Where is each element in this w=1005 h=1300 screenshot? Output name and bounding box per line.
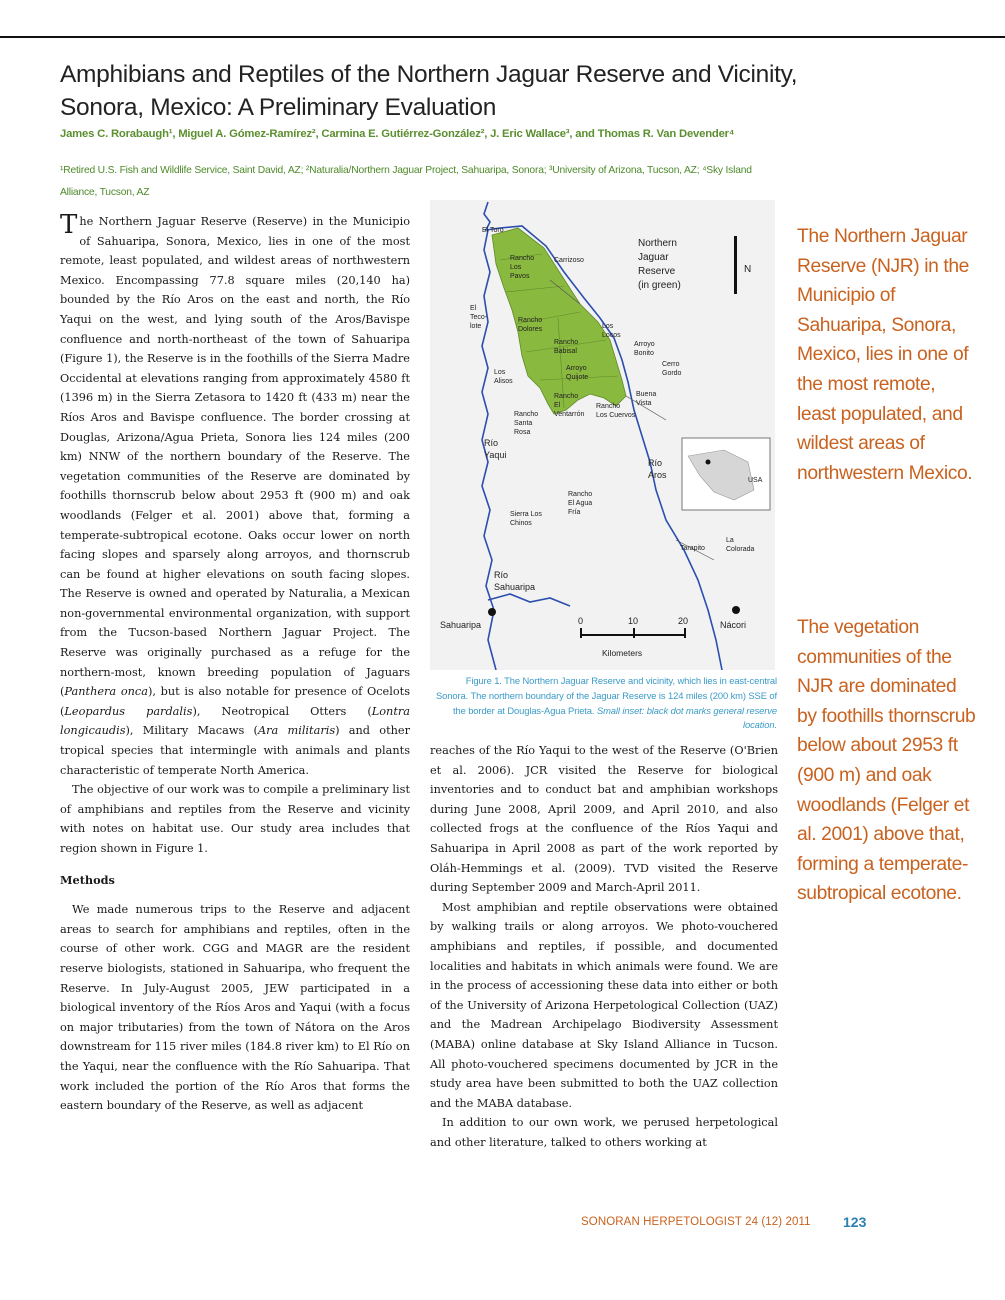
svg-text:Los: Los: [602, 323, 614, 330]
svg-text:Sierra Los: Sierra Los: [510, 511, 542, 518]
svg-text:Río: Río: [484, 438, 499, 448]
methods-heading: Methods: [60, 872, 115, 887]
objective-paragraph: The objective of our work was to compile a preliminary list of amphibians and reptiles from the Reserve and vicinity with notes on habitat use. Our study area includes that region shown in Figure 1.: [60, 783, 410, 855]
inset-map: [682, 438, 770, 510]
svg-text:Locos: Locos: [602, 332, 621, 339]
svg-text:Cerro: Cerro: [662, 361, 680, 368]
rio-sahuaripa-line: [488, 594, 570, 606]
svg-text:Dolores: Dolores: [518, 326, 543, 333]
legend-line: Jaguar: [638, 252, 669, 263]
svg-text:Rancho: Rancho: [568, 491, 593, 498]
svg-text:Alisos: Alisos: [494, 378, 513, 385]
svg-text:Río: Río: [648, 458, 663, 468]
svg-text:Río: Río: [494, 570, 509, 580]
journal-footer: SONORAN HERPETOLOGIST 24 (12) 2011: [581, 1216, 811, 1228]
drop-cap: T: [60, 210, 78, 240]
svg-text:Bonito: Bonito: [634, 350, 654, 357]
methods-paragraph: We made numerous trips to the Reserve and adjacent areas to search for amphibians and reptiles, often in the course of other work. CGG and MAGR are the resident reserve biologists, stationed in Sahuaripa, who frequent the Reserve. In July-August 2005, JEW participated in a biological inventory of the Ríos Aros and Yaqui (with a focus on major tributaries) from the town of Nátora on the Aros downstream for 115 river miles (184.8 river km) to El Río on the Yaqui, near the confluence with the Río Sahuaripa. That work included the portion of the Río Aros that forms the eastern boundary of the Reserve, as well as adjacent: [60, 903, 410, 1113]
svg-text:Tarapito: Tarapito: [680, 545, 705, 552]
svg-text:20: 20: [678, 616, 689, 626]
north-arrow: [734, 236, 737, 294]
svg-text:Sahuaripa: Sahuaripa: [494, 582, 536, 592]
species-name: Leopardus pardalis: [64, 704, 193, 718]
svg-text:0: 0: [578, 616, 584, 626]
legend-line: Reserve: [638, 266, 676, 277]
svg-text:10: 10: [628, 616, 639, 626]
svg-text:Rancho: Rancho: [554, 393, 579, 400]
svg-text:Rosa: Rosa: [514, 429, 531, 436]
svg-text:Rancho: Rancho: [518, 317, 543, 324]
methods-paragraph-continued: reaches of the Río Yaqui to the west of the Reserve (O'Brien et al. 2006). JCR visited the Reserve for biological inventories and to conduct bat and amphibian workshops during June 2008, April 2009, and April 2010, and also collected frogs at the confluence of the Ríos Yaqui and Sahuaripa in April 2008 as part of the work reported by Oláh-Hemmings et al. (2009). TVD visited the Reserve during September 2009 and March-April 2011.: [430, 744, 778, 895]
svg-text:Rancho: Rancho: [554, 339, 579, 346]
svg-text:lote: lote: [470, 323, 482, 330]
svg-text:Kilometers: Kilometers: [602, 648, 643, 658]
svg-text:Buena: Buena: [636, 391, 657, 398]
figure-caption: Figure 1. The Northern Jaguar Reserve and vicinity, which lies in east-central Sonora. The northern boundary of the Jaguar Reserve is 124 miles (200 km) SSE of the border at Douglas-Agua Prieta. Small inset: black dot marks general reserve location.: [436, 675, 777, 731]
svg-text:Chinos: Chinos: [510, 520, 532, 527]
svg-text:Rancho: Rancho: [510, 255, 535, 262]
top-rule: [0, 36, 1005, 38]
page-number: 123: [843, 1214, 867, 1230]
svg-text:Rancho: Rancho: [514, 411, 539, 418]
svg-text:Gordo: Gordo: [662, 370, 682, 377]
intro-paragraph: The Northern Jaguar Reserve (Reserve) in the Municipio of Sahuaripa, Sonora, Mexico, lies in one of the most remote, least populated, and wildest areas of northwestern Mexico. Encompassing 77.8 square miles (20,140 ha) bounded by the Río Aros on the east and north, the Río Yaqui on the west, and lying south of the Aros/Bavispe confluence and north-northeast of the town of Sahuaripa (Figure 1), the Reserve is in the foothills of the Sierra Madre Occidental at elevations ranging from approximately 4580 ft (1396 m) in the Sierra Zetasora to 1420 ft (433 m) near the Ríos Aros and Bavispe confluence. The border crossing at Douglas, Arizona/Agua Prieta, Sonora lies 124 miles (200 km) NNW of the northern boundary of the Reserve. The vegetation communities of the Reserve are dominated by foothills thornscrub below about 2953 ft (900 m) and oak woodlands (Felger et al. 2001) above that, forming a temperate-subtropical ecotone. Oaks occur lower on north facing slopes and sparsely along arroyos, and thornscrub can be found at higher elevations on south facing slopes. The Reserve is owned and operated by Naturalia, a Mexican non-governmental environmental organization, with support from the Tucson-based Northern Jaguar Project. The Reserve was originally purchased as a refuge for the northern-most, known breeding population of Jaguars (Panthera onca), but is also notable for presence of Ocelots (Leopardus pardalis), Neotropical Otters (Lontra longicaudis), Military Macaws (Ara militaris) and other tropical species that intermingle with animals and plants characteristic of temperate North America.: [60, 210, 410, 777]
pull-quote: The vegetation communities of the NJR are dominated by foothills thornscrub below about 2953 ft (900 m) and oak woodlands (Felger et al. 2001) above that, forming a temperate-subtropical ecotone.: [797, 617, 976, 905]
inset-usa-label: USA: [748, 477, 763, 484]
svg-text:Pavos: Pavos: [510, 273, 530, 280]
place-label: El Toro: [482, 227, 504, 234]
legend-line: Northern: [638, 238, 677, 249]
svg-text:Los: Los: [510, 264, 522, 271]
svg-text:Arroyo: Arroyo: [566, 365, 587, 372]
svg-text:Yaqui: Yaqui: [484, 450, 507, 460]
svg-text:La: La: [726, 537, 734, 544]
article-title: Amphibians and Reptiles of the Northern Jaguar Reserve and Vicinity, Sonora, Mexico: A Preliminary Evaluation: [60, 61, 798, 121]
town-label: Sahuaripa: [440, 620, 482, 630]
pull-quote: The Northern Jaguar Reserve (NJR) in the Municipio of Sahuaripa, Sonora, Mexico, lies in one of the most remote, least populated, and wildest areas of northwestern Mexico.: [797, 226, 973, 484]
svg-text:Vista: Vista: [636, 400, 652, 407]
species-name: Ara militaris: [257, 724, 336, 738]
scale-bar: [578, 616, 688, 658]
north-label: N: [744, 264, 752, 275]
author-list: James C. Rorabaugh¹, Miguel A. Gómez-Ramírez², Carmina E. Gutiérrez-González², J. Eric Wallace³, and Thomas R. Van Devender⁴: [60, 128, 735, 140]
species-name: Lontra longicaudis: [60, 704, 410, 738]
legend-line: (in green): [638, 280, 681, 291]
affiliations: ¹Retired U.S. Fish and Wildlife Service, Saint David, AZ; ²Naturalia/Northern Jaguar Project, Sahuaripa, Sonora; ³University of Arizona, Tucson, AZ; ⁴Sky Island Alliance, Tucson, AZ: [60, 165, 752, 198]
svg-text:Los: Los: [494, 369, 506, 376]
svg-text:El: El: [554, 402, 561, 409]
svg-text:El Agua: El Agua: [568, 500, 593, 507]
svg-text:Quijote: Quijote: [566, 374, 589, 381]
town-label: Nácori: [720, 620, 747, 630]
literature-paragraph: In addition to our own work, we perused herpetological and other literature, talked to others working at: [430, 1116, 778, 1149]
body-column-left: [60, 212, 410, 1116]
svg-text:Santa: Santa: [514, 420, 533, 427]
figure-map: [430, 200, 775, 670]
svg-text:Colorada: Colorada: [726, 546, 755, 553]
svg-text:Ventarrón: Ventarrón: [554, 411, 585, 418]
reserve-map: [430, 200, 775, 670]
svg-text:Fría: Fría: [568, 509, 581, 516]
svg-text:Rancho: Rancho: [596, 403, 621, 410]
place-label: Carrizoso: [554, 257, 584, 264]
svg-text:El: El: [470, 305, 477, 312]
svg-text:Teco-: Teco-: [470, 314, 488, 321]
svg-text:Babisal: Babisal: [554, 348, 577, 355]
species-name: Panthera onca: [64, 685, 148, 699]
svg-text:Los Cuervos: Los Cuervos: [596, 412, 636, 419]
observations-paragraph: Most amphibian and reptile observations were obtained by walking trails or along arroyos. We photo-vouchered amphibians and reptiles, if possible, and documented localities and habitats in which animals were found. We are in the process of accessioning these data into either or both of the University of Arizona Herpetological Collection (UAZ) and the Madrean Archipelago Biodiversity Assessment (MABA) online database at Sky Island Alliance in Tucson. All photo-vouchered specimens documented by JCR in the study area have been submitted to both the UAZ collection and the MABA database.: [430, 900, 778, 1110]
svg-text:Arroyo: Arroyo: [634, 341, 655, 348]
svg-text:Aros: Aros: [648, 470, 667, 480]
body-column-middle: [430, 741, 778, 1152]
